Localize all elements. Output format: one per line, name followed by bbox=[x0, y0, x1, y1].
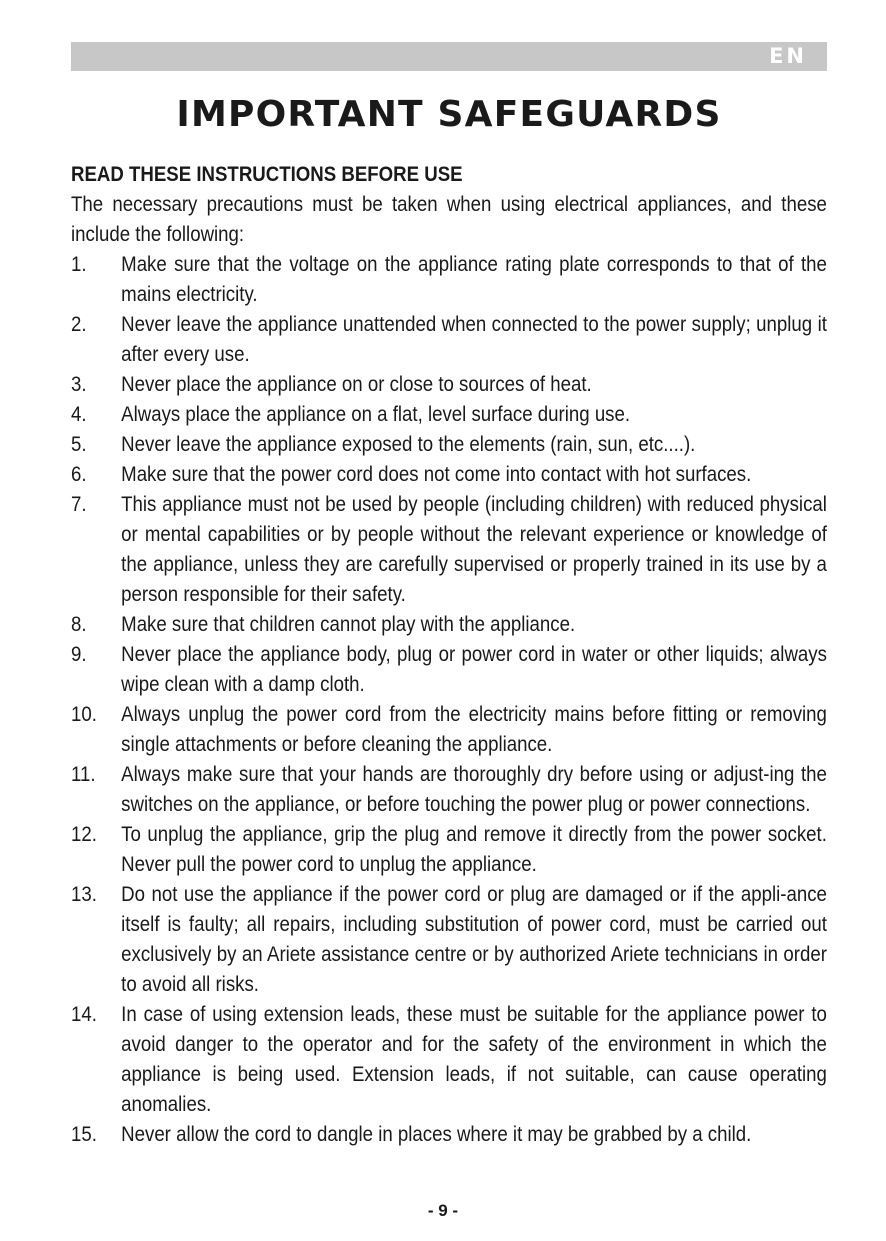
item-number: 10. bbox=[71, 703, 97, 726]
page-number: - 9 - bbox=[427, 1201, 459, 1220]
item-number: 8. bbox=[71, 613, 87, 636]
item-text: Always unplug the power cord from the electricity mains before fitting or removing single attachments or before cleaning the appliance. bbox=[121, 703, 827, 756]
list-item bbox=[71, 1000, 827, 1120]
item-text: Always make sure that your hands are thoroughly dry before using or adjust-ing the switches on the appliance, or before touching the power plug or power connections. bbox=[121, 763, 827, 816]
section-subheading: READ THESE INSTRUCTIONS BEFORE USE bbox=[71, 163, 463, 186]
intro-paragraph: The necessary precautions must be taken when using electrical appliances, and these include the following: bbox=[71, 193, 827, 246]
item-text: Make sure that the voltage on the appliance rating plate corresponds to that of the mains electricity. bbox=[121, 253, 827, 306]
list-item bbox=[71, 700, 827, 760]
item-number: 7. bbox=[71, 493, 87, 516]
language-header-bar bbox=[71, 42, 827, 71]
item-number: 9. bbox=[71, 643, 87, 666]
list-item bbox=[71, 400, 827, 430]
item-text: Make sure that the power cord does not come into contact with hot surfaces. bbox=[121, 463, 752, 486]
page-title: IMPORTANT SAFEGUARDS bbox=[176, 94, 722, 135]
item-text: Do not use the appliance if the power cord or plug are damaged or if the appli-ance itself is faulty; all repairs, including substitution of power cord, must be carried out exclusively by an Ariete assistance centre or by authorized Ariete technicians in order to avoid all risks. bbox=[121, 883, 827, 996]
item-text: Never place the appliance body, plug or power cord in water or other liquids; always wipe clean with a damp cloth. bbox=[121, 643, 827, 696]
list-item bbox=[71, 610, 827, 640]
list-item bbox=[71, 1120, 827, 1150]
item-text: To unplug the appliance, grip the plug and remove it directly from the power socket. Never pull the power cord to unplug the appliance. bbox=[121, 823, 827, 876]
list-item bbox=[71, 460, 827, 490]
instructions-content bbox=[71, 160, 827, 1150]
item-text: Never place the appliance on or close to sources of heat. bbox=[121, 373, 592, 396]
item-number: 12. bbox=[71, 823, 97, 846]
item-number: 4. bbox=[71, 403, 87, 426]
list-item bbox=[71, 430, 827, 460]
item-number: 3. bbox=[71, 373, 87, 396]
list-item bbox=[71, 490, 827, 610]
item-number: 1. bbox=[71, 253, 87, 276]
safeguards-list bbox=[71, 250, 827, 1150]
item-number: 6. bbox=[71, 463, 87, 486]
list-item bbox=[71, 250, 827, 310]
language-code: EN bbox=[769, 44, 807, 68]
list-item bbox=[71, 640, 827, 700]
item-text: In case of using extension leads, these must be suitable for the appliance power to avoid danger to the operator and for the safety of the environment in which the appliance is being used. Extension leads, if not suitable, can cause operating anomalies. bbox=[121, 1003, 827, 1116]
item-text: Make sure that children cannot play with the appliance. bbox=[121, 613, 576, 636]
item-number: 5. bbox=[71, 433, 87, 456]
item-text: Never allow the cord to dangle in places where it may be grabbed by a child. bbox=[121, 1123, 752, 1146]
item-text: Never leave the appliance exposed to the elements (rain, sun, etc....). bbox=[121, 433, 696, 456]
item-text: This appliance must not be used by people (including children) with reduced physical or mental capabilities or by people without the relevant experience or knowledge of the appliance, unless they are carefully supervised or properly trained in its use by a person responsible for their safety. bbox=[121, 493, 827, 606]
item-text: Always place the appliance on a flat, level surface during use. bbox=[121, 403, 631, 426]
list-item bbox=[71, 760, 827, 820]
item-number: 15. bbox=[71, 1123, 97, 1146]
item-number: 14. bbox=[71, 1003, 97, 1026]
list-item bbox=[71, 370, 827, 400]
item-number: 13. bbox=[71, 883, 97, 906]
item-number: 11. bbox=[71, 763, 96, 786]
item-number: 2. bbox=[71, 313, 87, 336]
list-item bbox=[71, 820, 827, 880]
list-item bbox=[71, 880, 827, 1000]
item-text: Never leave the appliance unattended when connected to the power supply; unplug it after every use. bbox=[121, 313, 827, 366]
list-item bbox=[71, 310, 827, 370]
